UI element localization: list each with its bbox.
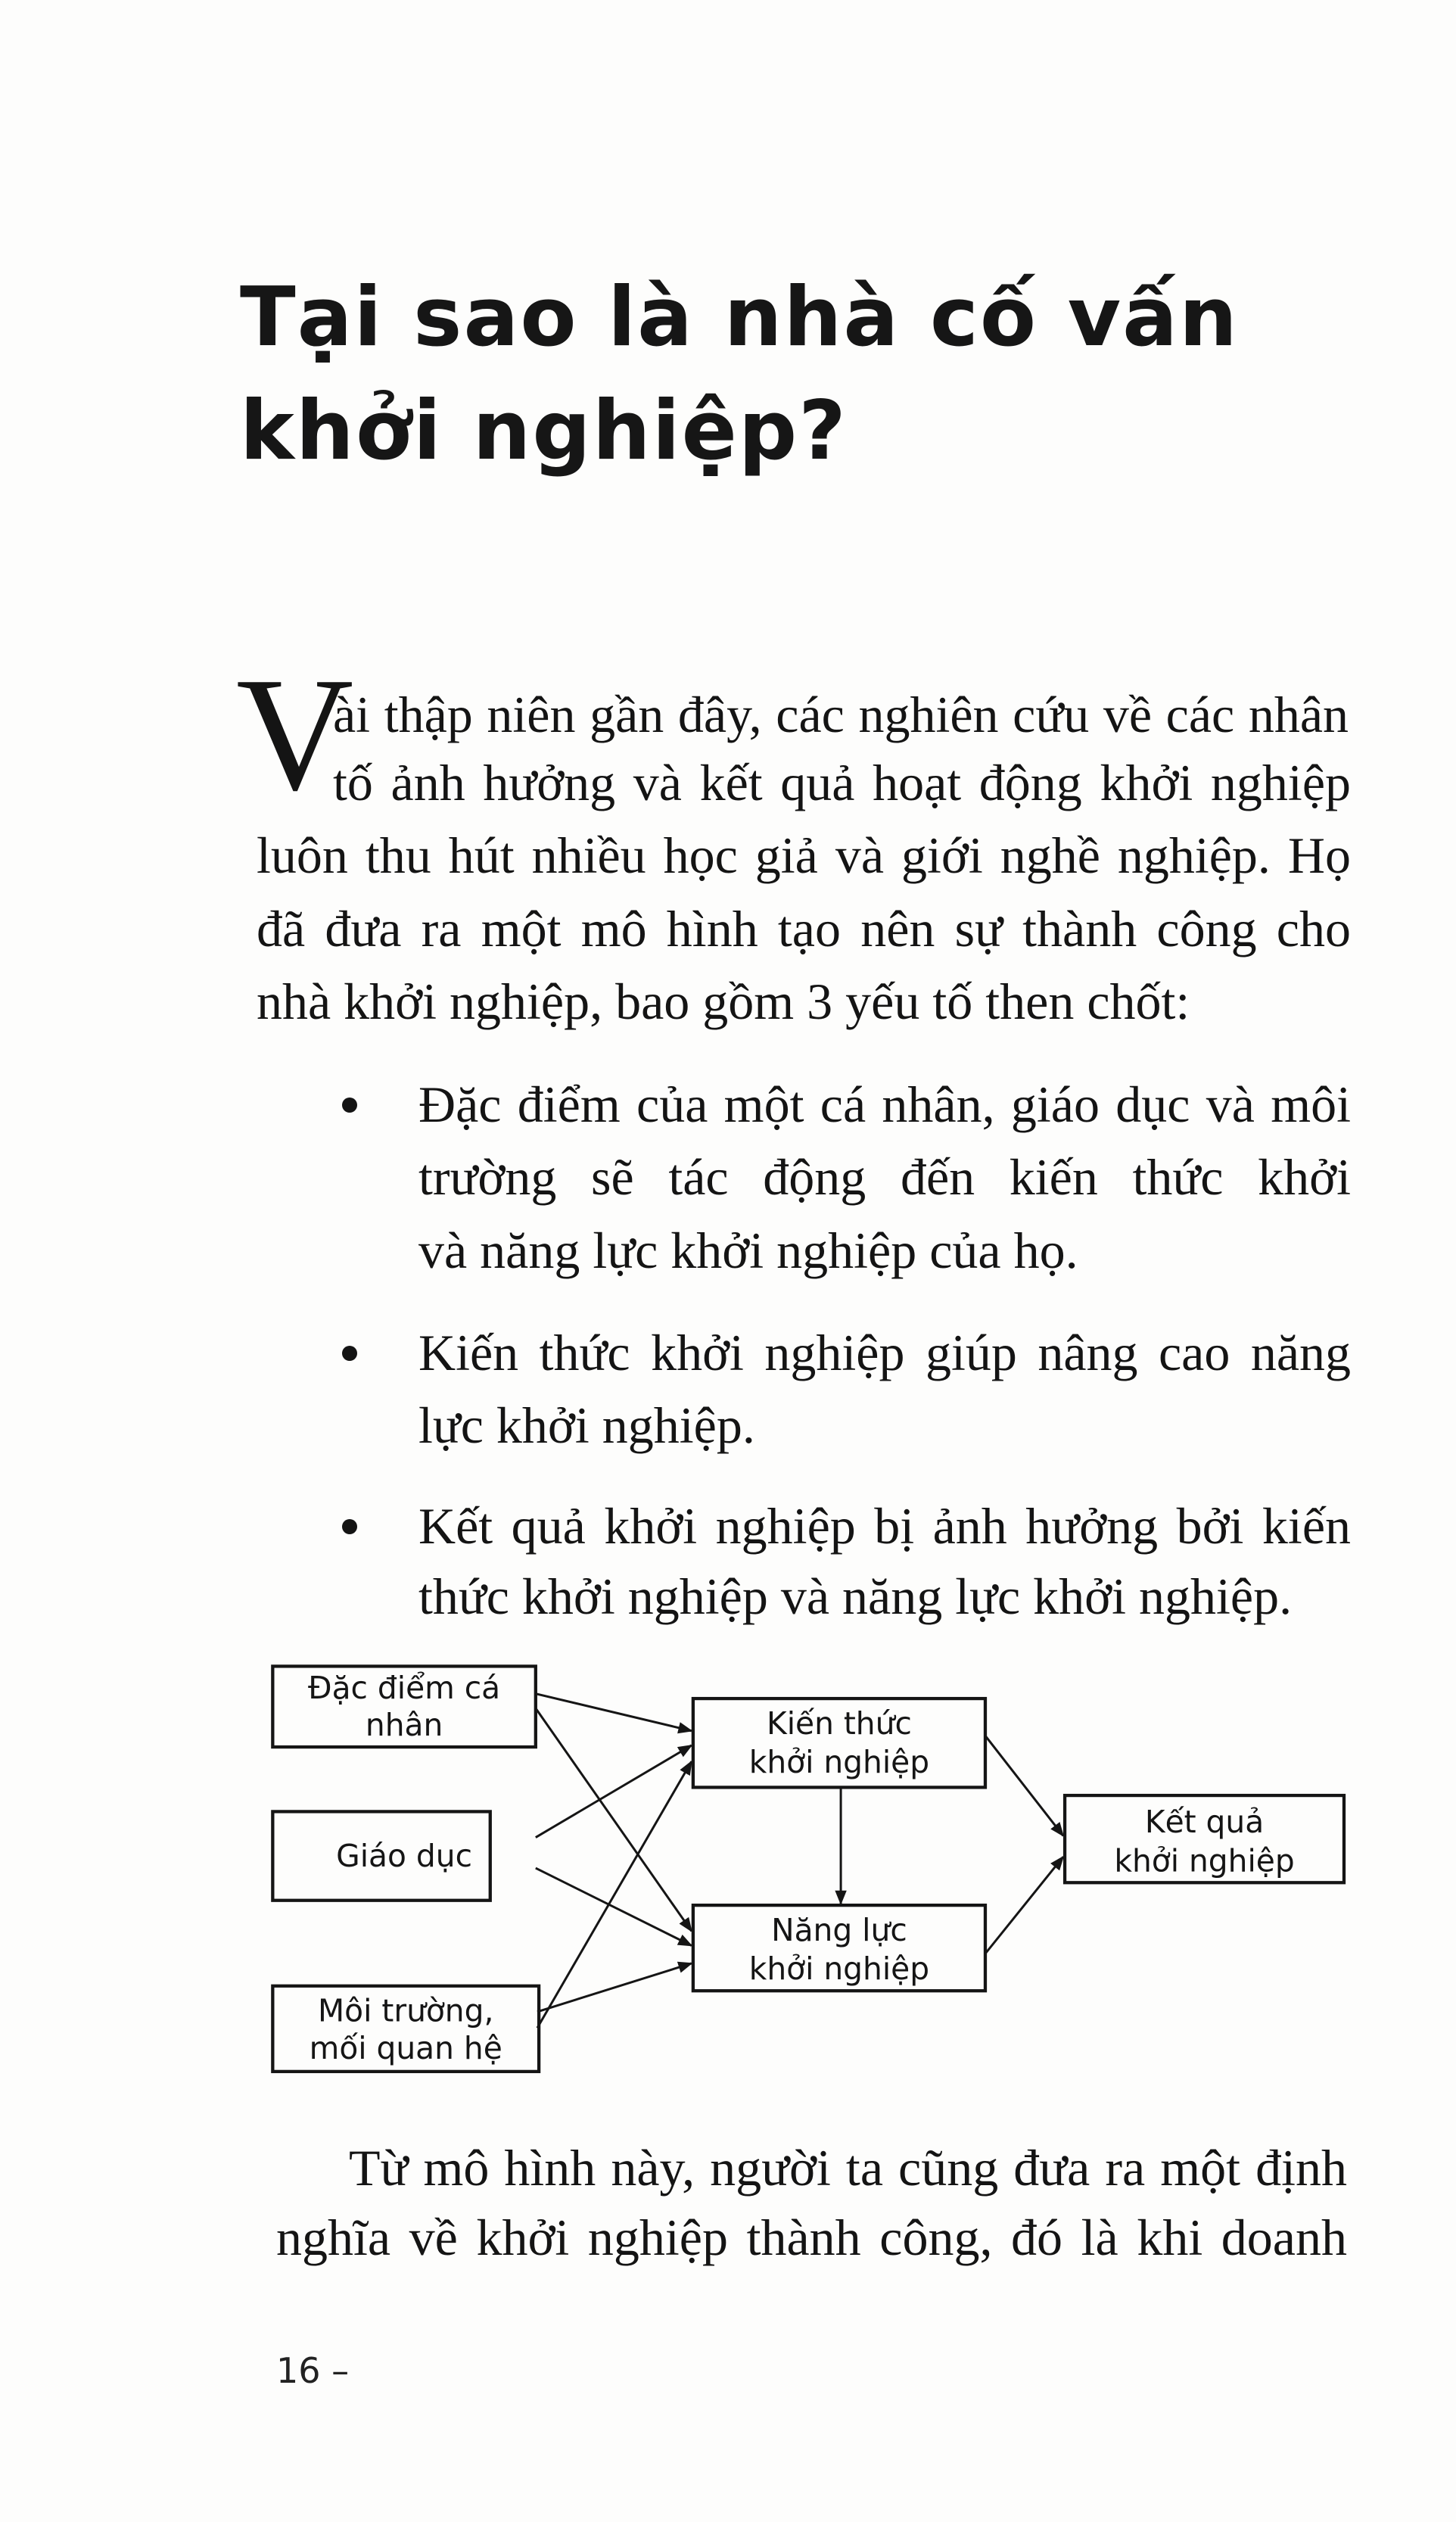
bullet-line: thức khởi nghiệp và năng lực khởi nghiệp. (418, 1568, 1293, 1625)
svg-text:mối quan hệ (310, 2030, 502, 2066)
arrow (536, 1745, 692, 1838)
box-personal (272, 1666, 535, 1747)
box-label: mối quan hệ (309, 2029, 502, 2066)
svg-text:Năng lực (771, 1912, 907, 1948)
bullet-line: lực khởi nghiệp. (418, 1396, 755, 1454)
chapter-title-line-2: khởi nghiệp? (240, 384, 848, 478)
box-label: khởi nghiệp (748, 1744, 930, 1781)
box-label: nhân (365, 1707, 443, 1744)
svg-text:khởi nghiệp (749, 1744, 929, 1780)
intro-line: tố ảnh hưởng và kết quả hoạt động khởi nghiệp (333, 754, 1351, 811)
bullet-line: Đặc điểm của một cá nhân, giáo dục và môi (418, 1076, 1351, 1133)
box-label: Kết quả (1144, 1804, 1265, 1841)
box-environment (272, 1986, 539, 2072)
svg-text:khởi nghiệp (1114, 1842, 1294, 1879)
bullet-line: Kết quả khởi nghiệp bị ảnh hưởng bởi kiến (418, 1497, 1351, 1555)
bullet-line: và năng lực khởi nghiệp của họ. (418, 1222, 1078, 1279)
box-label: Giáo dục (336, 1838, 472, 1874)
bullet-line: Kiến thức khởi nghiệp giúp nâng cao năng (418, 1324, 1351, 1381)
svg-text:khởi nghiệp (749, 1951, 929, 1987)
box-label: khởi nghiệp (748, 1951, 930, 1988)
box-outcome (1065, 1795, 1344, 1882)
arrow (985, 1736, 1063, 1835)
arrow (536, 1868, 692, 1945)
svg-text:Kiến thức (767, 1705, 912, 1742)
intro-line: ài thập niên gần đây, các nghiên cứu về các nhân (333, 686, 1349, 743)
chapter-title-line-1: Tại sao là nhà cố vấn (240, 270, 1239, 365)
closing-line: nghĩa về khởi nghiệp thành công, đó là khi doanh (276, 2209, 1347, 2266)
svg-text:nhân (366, 1707, 443, 1743)
box-education (272, 1811, 490, 1900)
svg-text:Giáo dục (336, 1838, 472, 1874)
svg-text:Môi trường, (318, 1993, 493, 2029)
intro-line: đã đưa ra một mô hình tạo nên sự thành công cho (257, 900, 1351, 957)
box-label: Đặc điểm cá (308, 1670, 501, 1707)
intro-line: luôn thu hút nhiều học giả và giới nghề nghiệp. Họ (257, 827, 1351, 884)
closing-line: Từ mô hình này, người ta cũng đưa ra một định (349, 2139, 1347, 2197)
drop-cap: V (236, 643, 354, 824)
page-number: 16 – (276, 2350, 350, 2391)
arrow (536, 1694, 692, 1731)
svg-text:Đặc điểm cá (308, 1670, 500, 1706)
bullet-line: trường sẽ tác động đến kiến thức khởi (418, 1148, 1351, 1206)
box-knowledge (693, 1698, 985, 1787)
arrow (985, 1857, 1063, 1954)
box-label: khởi nghiệp (1114, 1842, 1295, 1879)
box-label: Năng lực (771, 1912, 907, 1949)
box-capability (693, 1905, 985, 1991)
intro-line: nhà khởi nghiệp, bao gồm 3 yếu tố then chốt: (257, 973, 1190, 1030)
box-label: Kiến thức (766, 1705, 912, 1742)
box-label: Môi trường, (318, 1992, 494, 2029)
svg-text:Kết quả (1145, 1804, 1264, 1840)
